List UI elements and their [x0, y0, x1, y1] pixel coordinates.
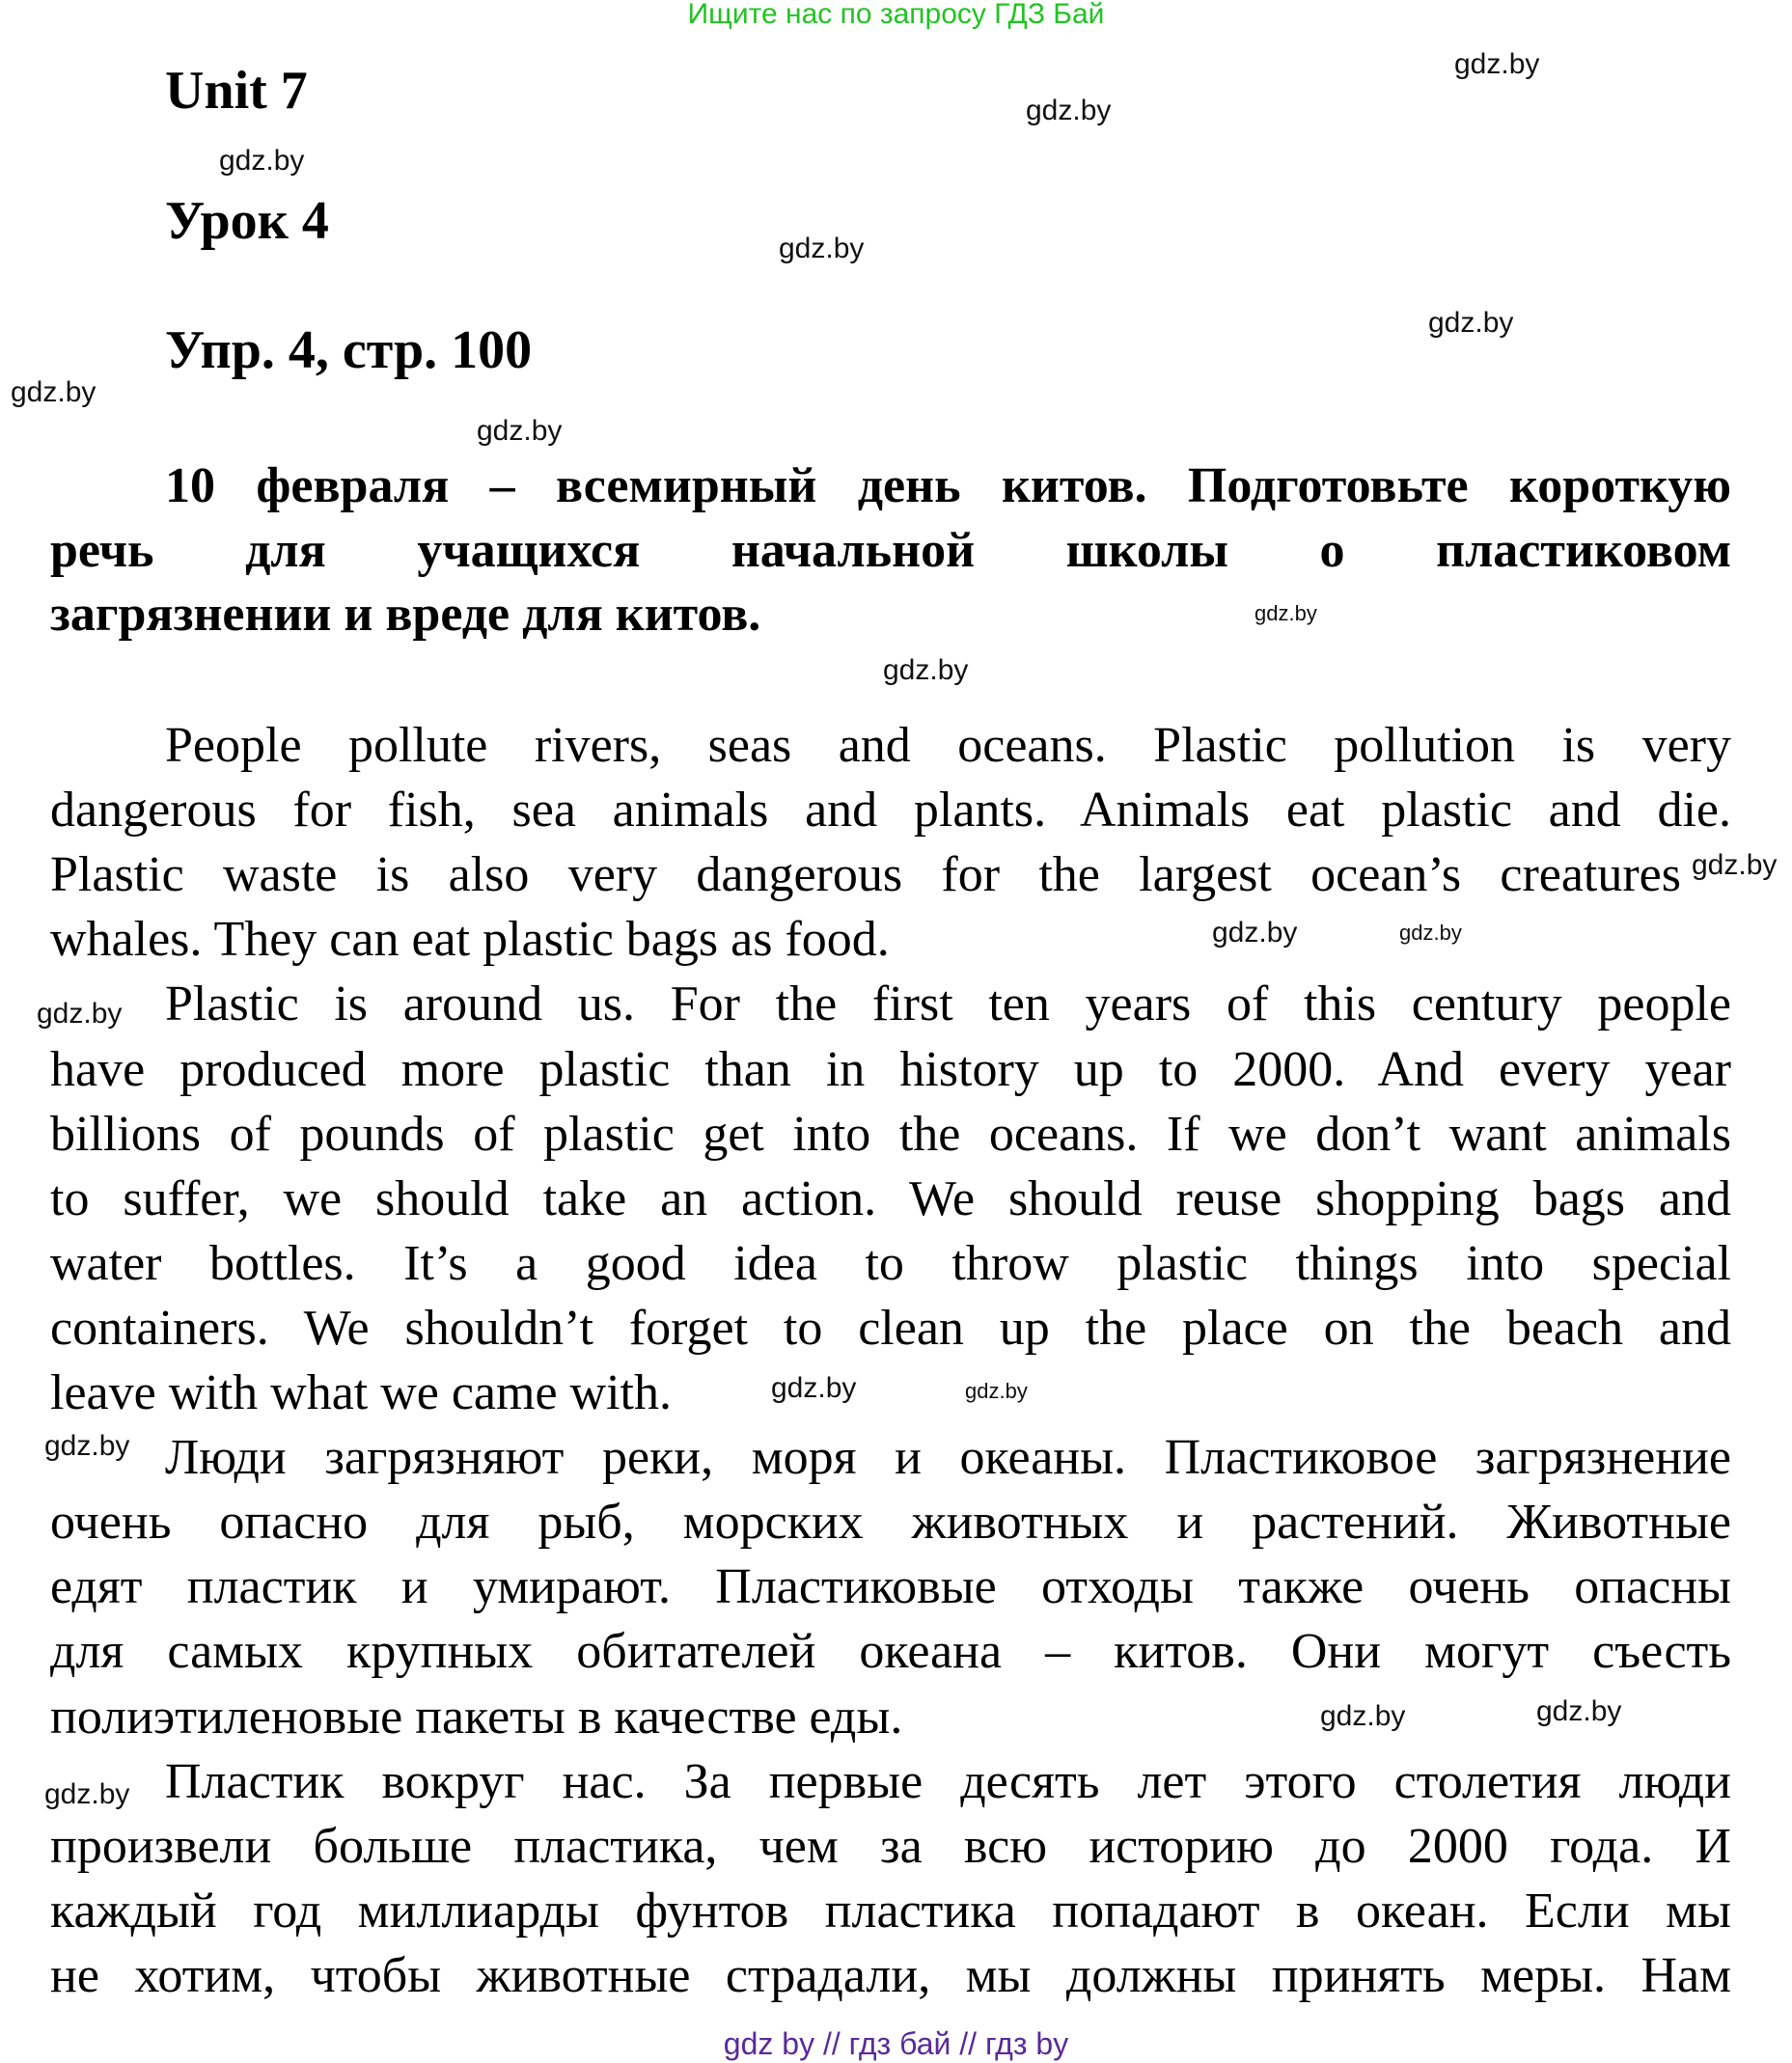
paragraph-line: leave with what we came with.: [50, 1365, 672, 1420]
watermark: gdz.by: [883, 654, 969, 686]
watermark: gdz.by: [477, 415, 563, 447]
paragraph-line: dangerous for fish, sea animals and plants. Animals eat plastic and die.: [50, 783, 1731, 839]
watermark: gdz.by: [1454, 48, 1540, 80]
task-line: 10 февраля – всемирный день китов. Подготовьте короткую: [165, 458, 1731, 513]
unit-heading: Unit 7: [165, 61, 308, 121]
paragraph-line: water bottles. It’s a good idea to throw plastic things into special: [50, 1235, 1731, 1291]
watermark: gdz.by: [11, 376, 96, 408]
paragraph-line: Люди загрязняют реки, моря и океаны. Пластиковое загрязнение: [165, 1430, 1731, 1486]
watermark: gdz.by: [1692, 849, 1778, 881]
watermark: gdz.by: [44, 1430, 130, 1462]
paragraph-line: have produced more plastic than in history up to 2000. And every year: [50, 1041, 1731, 1097]
watermark: gdz.by: [1536, 1695, 1622, 1727]
search-banner[interactable]: Ищите нас по запросу ГДЗ Бай: [687, 0, 1105, 30]
exercise-heading: Упр. 4, стр. 100: [165, 320, 533, 380]
paragraph-line: Plastic is around us. For the first ten years of this century people: [165, 976, 1731, 1032]
paragraph-line: containers. We shouldn’t forget to clean up the place on the beach and: [50, 1300, 1731, 1356]
footer-links[interactable]: gdz by // гдз бай // гдз by: [723, 2026, 1069, 2061]
watermark: gdz.by: [1320, 1700, 1406, 1732]
paragraph-line: whales. They can eat plastic bags as food.: [50, 912, 890, 968]
paragraph-line: не хотим, чтобы животные страдали, мы должны принять меры. Нам: [50, 1947, 1731, 2003]
paragraph-line: произвели больше пластика, чем за всю историю до 2000 года. И: [50, 1818, 1731, 1874]
paragraph-line: каждый год миллиарды фунтов пластика попадают в океан. Если мы: [50, 1883, 1731, 1939]
paragraph-line: очень опасно для рыб, морских животных и растений. Животные: [50, 1495, 1731, 1551]
watermark: gdz.by: [779, 233, 865, 264]
watermark: gdz.by: [1254, 601, 1317, 625]
watermark: gdz.by: [44, 1778, 130, 1810]
paragraph-line: едят пластик и умирают. Пластиковые отходы также очень опасны: [50, 1559, 1731, 1615]
paragraph-line: People pollute rivers, seas and oceans. Plastic pollution is very: [165, 718, 1731, 773]
task-line: загрязнении и вреде для китов.: [50, 587, 761, 642]
watermark: gdz.by: [37, 998, 123, 1030]
paragraph-line: для самых крупных обитателей океана – китов. Они могут съесть: [50, 1624, 1731, 1680]
task-line: речь для учащихся начальной школы о пластиковом: [50, 523, 1731, 578]
lesson-heading: Урок 4: [165, 191, 329, 251]
watermark: gdz.by: [771, 1372, 857, 1404]
paragraph-line: полиэтиленовые пакеты в качестве еды.: [50, 1689, 903, 1745]
watermark: gdz.by: [1428, 307, 1514, 339]
watermark: gdz.by: [219, 145, 305, 177]
watermark: gdz.by: [1399, 921, 1462, 945]
watermark: gdz.by: [965, 1379, 1028, 1403]
paragraph-line: to suffer, we should take an action. We should reuse shopping bags and: [50, 1170, 1731, 1226]
watermark: gdz.by: [1026, 95, 1112, 126]
watermark: gdz.by: [1212, 917, 1298, 949]
paragraph-line: Plastic waste is also very dangerous for the largest ocean’s creatures: [50, 847, 1681, 903]
paragraph-line: Пластик вокруг нас. За первые десять лет этого столетия люди: [165, 1753, 1731, 1809]
paragraph-line: billions of pounds of plastic get into the oceans. If we don’t want animals: [50, 1106, 1731, 1162]
